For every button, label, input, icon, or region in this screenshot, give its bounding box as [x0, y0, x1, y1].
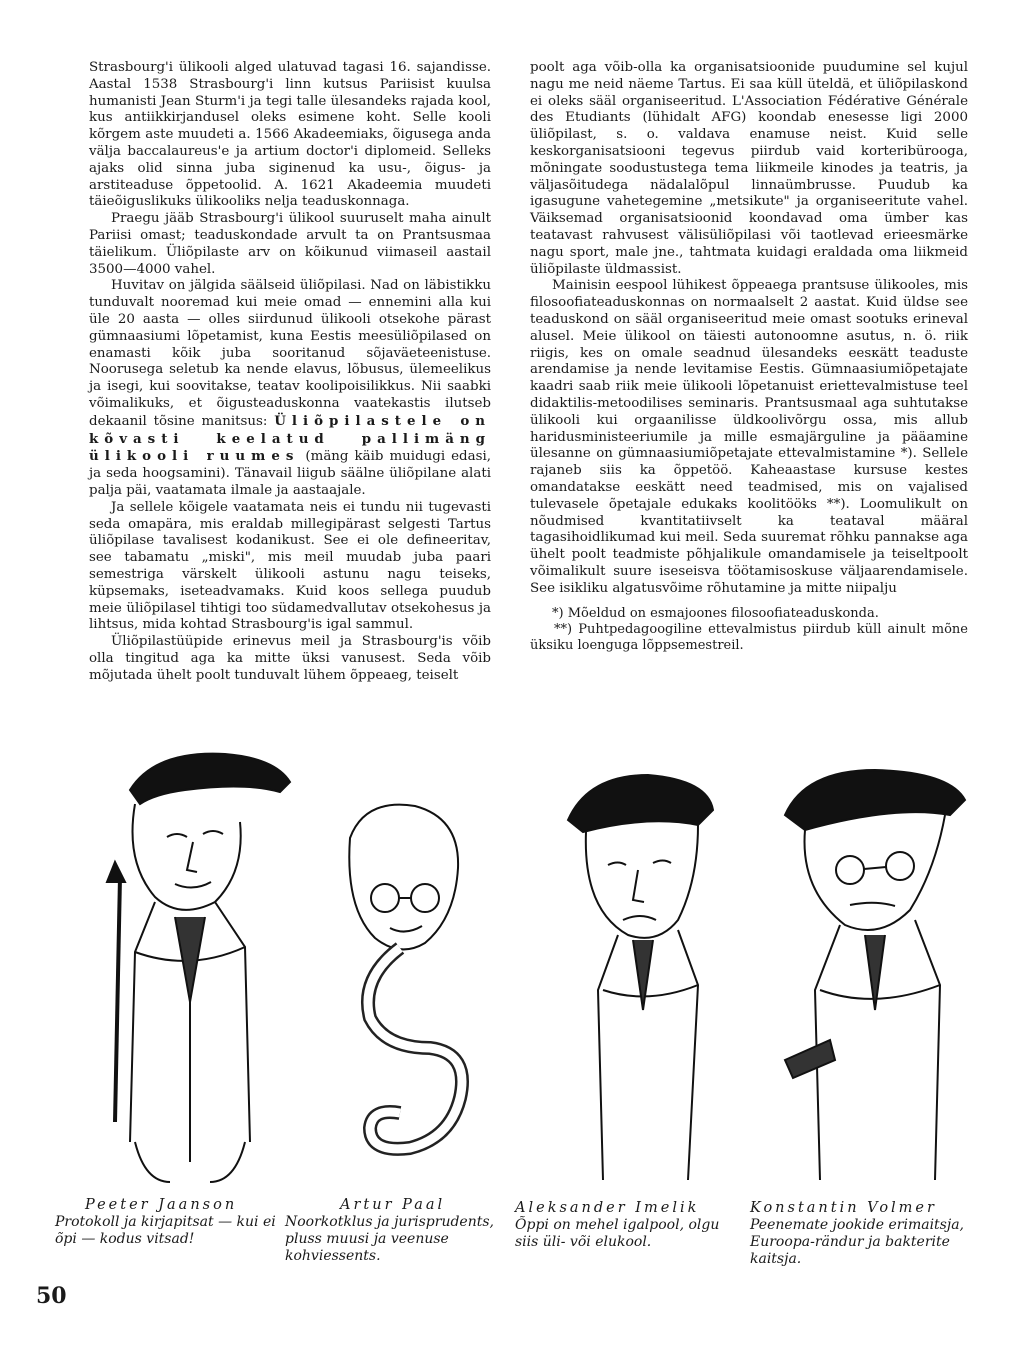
caricature-aleksander-imelik	[548, 760, 723, 1200]
footnote: **) Puhtpedagoogiline ettevalmistus piirdub küll ainult mõne üksiku loenguga lõppsemestreil.	[530, 621, 968, 654]
footnote: *) Mõeldud on esmajoones filosoofiateaduskonda.	[552, 605, 879, 621]
paragraph: Praegu jääb Strasbourg'i ülikool suuruselt maha ainult Pariisi omast; teaduskondade arvult ta on Prantsusmaa täielikum. Üliõpilaste arv on kõikunud viimaseil aastail 3500—4000 vahel.	[89, 211, 491, 277]
caption-name: Konstantin Volmer	[750, 1200, 937, 1216]
caption-text: Õppi on mehel igalpool, olgu siis üli- või elukool.	[515, 1217, 720, 1250]
right-text-column	[530, 60, 968, 655]
page-number: 50	[36, 1283, 67, 1309]
paragraph: Üliõpilastüüpide erinevus meil ja Strasbourg'is võib olla tingitud aga ka mitte üksi vanusest. Seda võib mõjutada ühelt poolt tunduvalt lühem õppeaeg, teiselt	[89, 634, 491, 683]
caption-name: Aleksander Imelik	[515, 1200, 700, 1216]
caption-peeter-jaanson	[55, 1197, 285, 1248]
caption-artur-paal	[285, 1197, 500, 1265]
paragraph: Ja sellele kõigele vaatamata neis ei tundu nii tugevasti seda omapära, mis eraldab millegipärast selgesti Tartus üliõpilase tavalisest kodanikust. See ei ole defineeritav, see tabamatu „miski", mis meil muudab juba paari semestriga värskelt ülikooli astunu nagu teiseks, küpsemaks, iseteadvamaks. Kuid koos sellega puudub meie üliõpilasel tihtigi too südamedvallutav otsekohesus ja lihtsus, mida kohtad Strasbourg'is igal sammul.	[89, 499, 491, 633]
caption-text: Noorkotklus ja jurisprudents, pluss muusi ja veenuse kohviessents.	[285, 1214, 494, 1264]
caricature-artur-paal	[330, 798, 475, 1188]
caption-konstantin-volmer	[750, 1200, 975, 1268]
emphasized-notice: Üliõpilastele on kõvasti keelatud pallimäng ülikooli ruumes	[89, 412, 491, 465]
caption-name: Artur Paal	[340, 1197, 446, 1213]
left-text-column	[89, 60, 491, 684]
caption-aleksander-imelik	[515, 1200, 740, 1251]
paragraph: poolt aga võib-olla ka organisatsioonide puudumine sel kujul nagu me neid näeme Tartus. Ei saa küll üteldä, et üliõpilaskond ei oleks sääl organiseeritud. L'Association Fédérative Générale des Etudiants (lühidalt AFG) koondab enesesse ligi 2000 üliõpilast, s. o. valdava enamuse neist. Kuid selle keskorganisatsiooni tegevus piirdub vaid korteribüroоga, mõningate soodustustega tema liikmeile kinodes ja teatris, ja väljasõitudega nädalalõpul linnaümbrusse. Puudub ka igasugune vahetegemine „metsikute" ja organiseeritute vahel. Väiksemad organisatsioonid koondavad oma ümber kas teatavast rahvusest välisüliõpilasi või taotlevad erieesmärke nagu sport, male jne., tahtmata kuidagi eraldada oma liikmeid üliõpilaste üldmassist.	[530, 60, 968, 277]
paragraph: Strasbourg'i ülikooli alged ulatuvad tagasi 16. sajandisse. Aastal 1538 Strasbourg'i linn kutsus Pariisist kuulsa humanisti Jean Sturm'i ja tegi talle ülesandeks rajada kool, kus antiikkirjandusel oleks esimene koht. Selle kooli kõrgem aste muudeti a. 1566 Akadeemiaks, õigusega anda välja baccalaureus'e ja artium doctor'i diplomeid. Selleks ajaks olid sinna juba siginenud ka usu-, õigus- ja arstiteaduse õppetoolid. A. 1621 Akadeemia muudeti täieõiguslikuks ülikooliks nelja teaduskonnaga.	[89, 60, 491, 210]
caption-name: Peeter Jaanson	[85, 1197, 238, 1213]
caption-text: Peenemate jookide erimaitsja, Euroopa-rändur ja bakterite kaitsja.	[750, 1217, 965, 1267]
paragraph-text: (mäng käib muidugi edasi, ja seda hoogsamini). Tänavail liigub säälne üliõpilane alati palja päi, vaatamata ilmale ja aastaajale.	[89, 449, 492, 498]
paragraph	[89, 278, 491, 499]
paragraph-text: Huvitav on jälgida säälseid üliõpilasi. Nad on läbistikku tunduvalt nooremad kui meie omad — ennemini alla kui üle 20 aasta — olles siirdunud ülikooli otsekohe pärast gümnaasiumi lõpetamist, kuna Eestis meesüliõpilased on enamasti kõik juba sooritanud sõjaväeteenistuse. Noorusega seletub ka nende elavus, lõbusus, ülemeelikus ja isegi, kui soovitakse, teatav koolipoisilikkus. Nii saabki võimalikuks, et õigusteaduskonna vaatekastis ilutseb dekaanil tõsine manitsus:	[89, 278, 491, 429]
paragraph: Mainisin eespool lühikest õppeaega prantsuse ülikooles, mis filosoofiateaduskonnas on normaalselt 2 aastat. Kuid üldse see teaduskond on sääl organiseeritud meie omast sootuks erineval alusel. Meie ülikool on täiesti autonoomne asutus, n. ö. riik riigis, kes on omale seadnud ülesandeks eesкätt teaduste arendamise ja nende levitamise Eestis. Gümnaasiumiõpetajate kaadri saab riik meie ülikooli lõpetanuist eriettevalmistuse teel didaktilis-metoodilises seminaris. Prantsusmaal aga suhtutakse ülikooli kui orgaanilisse üldkoolivõrgu ossa, mis allub haridusministeeriumile ja mille esmajärguline ja pääamine ülesanne on gümnaasiumiõpetajate ettevalmistamine *). Sellele rajaneb siis ka õppetöö. Kaheaastase kursuse kestes omandatakse eeskätt need teadmised, mis on vajalised tulevasele õpetajale edukaks koolitööks **). Loomulikult on nõudmised kvantitatiivselt ka teataval määral tagasihoidlikumad kui meil. Seda suuremat rõhku pannakse aga ühelt poolt teadmiste põhjalikule omandamisele ja teiseltpoolt võimalikult suure iseseisva töötamisoskuse väljaarendamisele. See isikliku algatusvõime rõhutamine ja mitte niipalju	[530, 278, 968, 596]
caption-text: Protokoll ja kirjapitsat — kui ei õpi — kodus vitsad!	[55, 1214, 276, 1247]
caricature-konstantin-volmer	[775, 760, 975, 1200]
caricature-peeter-jaanson	[95, 742, 305, 1192]
